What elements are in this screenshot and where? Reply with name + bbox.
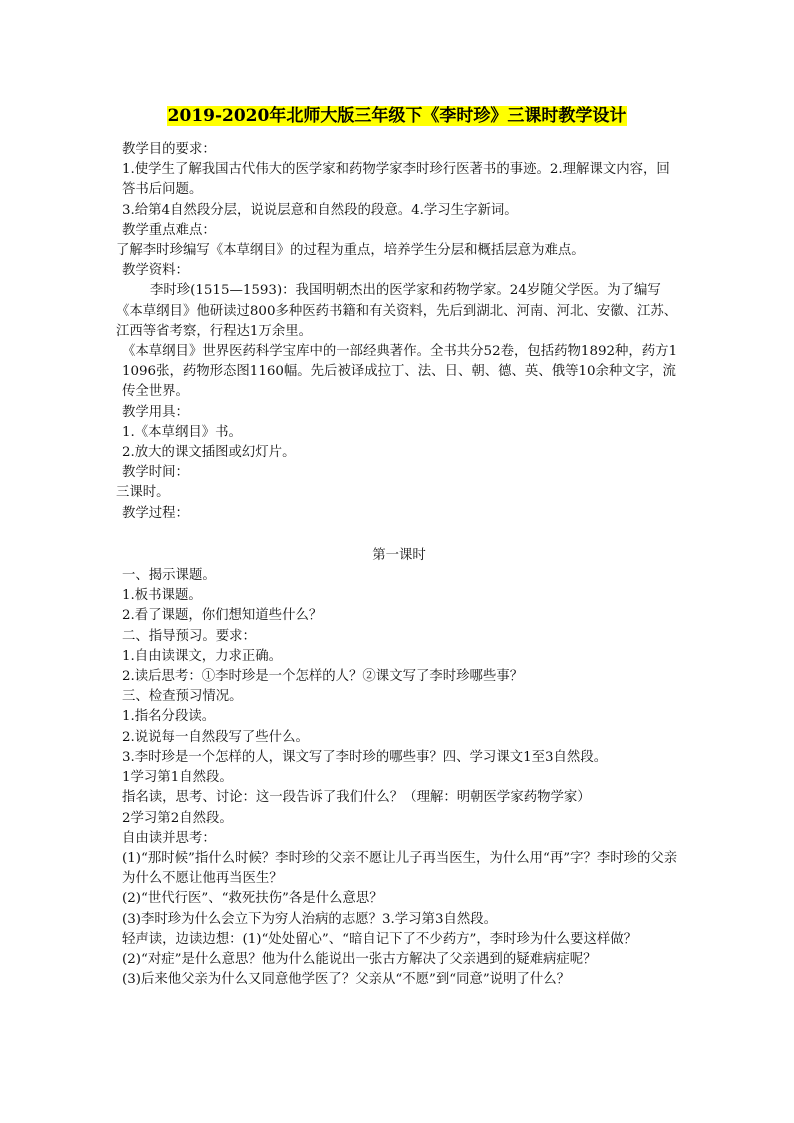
- document-title-text: 2019-2020年北师大版三年级下《李时珍》三课时教学设计: [167, 106, 627, 126]
- paragraph: 李时珍(1515—1593)：我国明朝杰出的医学家和药物学家。24岁随父学医。为了编写《本草纲目》他研读过800多种医药书籍和有关资料，先后到湖北、河南、河北、安徽、江苏、江西等省考察，行程达1万余里。: [116, 283, 678, 339]
- section-heading-objectives: 教学目的要求：: [122, 142, 216, 157]
- paragraph: 指名读，思考、讨论：这一段告诉了我们什么？（理解：明朝医学家药物学家）: [122, 790, 591, 806]
- list-item: 2.看了课题，你们想知道些什么？: [122, 608, 323, 624]
- list-item: 2.读后思考：①李时珍是一个怎样的人？②课文写了李时珍哪些事？: [122, 669, 524, 685]
- section-heading-key-points: 教学重点难点：: [122, 222, 216, 238]
- paragraph: 自由读并思考：: [122, 830, 216, 846]
- paragraph: 3.给第4自然段分层，说说层意和自然段的段意。4.学习生字新词。: [122, 202, 518, 218]
- list-item: 3.李时珍是一个怎样的人，课文写了李时珍的哪些事？四、学习课文1至3自然段。: [122, 749, 608, 765]
- list-item: 1.《本草纲目》书。: [122, 424, 242, 440]
- list-item: 1.自由读课文，力求正确。: [122, 648, 283, 664]
- step-heading: 三、检查预习情况。: [122, 689, 243, 705]
- document-title: [0, 104, 794, 128]
- paragraph: 轻声读，边读边想：(1)“处处留心”、“暗自记下了不少药方”，李时珍为什么要这样做？: [122, 931, 638, 947]
- section-heading-materials: 教学资料：: [122, 263, 189, 279]
- paragraph: 了解李时珍编写《本草纲目》的过程为重点，培养学生分层和概括层意为难点。: [116, 243, 585, 259]
- list-item: 1.指名分段读。: [122, 709, 216, 725]
- question-item: (2)“对症”是什么意思？他为什么能说出一张古方解决了父亲遇到的疑难病症呢？: [122, 951, 597, 967]
- section-heading-tools: 教学用具：: [122, 404, 189, 420]
- list-item: 1.板书课题。: [122, 588, 202, 604]
- question-item: (1)“那时候”指什么时候？李时珍的父亲不愿让儿子再当医生，为什么用“再”字？李时珍的父亲为什么不愿让他再当医生？: [122, 850, 678, 887]
- section-heading-process: 教学过程：: [122, 505, 189, 521]
- paragraph: 《本草纲目》世界医药科学宝库中的一部经典著作。全书共分52卷，包括药物1892种，药方11096张，药物形态图1160幅。先后被译成拉丁、法、日、朝、德、英、俄等10余种文字，流传全世界。: [122, 344, 678, 400]
- document-body: [116, 140, 682, 990]
- list-item: 2.说说每一自然段写了些什么。: [122, 729, 309, 745]
- lesson-heading: 第一课时: [372, 547, 426, 563]
- question-item: (3)李时珍为什么会立下为穷人治病的志愿？3.学习第3自然段。: [122, 911, 498, 927]
- step-heading: 二、指导预习。要求：: [122, 628, 256, 644]
- paragraph: 1.使学生了解我国古代伟大的医学家和药物学家李时珍行医著书的事迹。2.理解课文内容，回答书后问题。: [122, 162, 670, 198]
- question-item: (2)“世代行医”、“救死扶伤”各是什么意思？: [122, 891, 383, 907]
- list-item: 2.放大的课文插图或幻灯片。: [122, 445, 296, 461]
- list-item: 2学习第2自然段。: [122, 810, 233, 826]
- question-item: (3)后来他父亲为什么又同意他学医了？父亲从“不愿”到“同意”说明了什么？: [122, 972, 571, 988]
- list-item: 1学习第1自然段。: [122, 770, 233, 786]
- section-heading-time: 教学时间：: [122, 465, 189, 481]
- paragraph: 三课时。: [116, 485, 170, 501]
- step-heading: 一、揭示课题。: [122, 568, 216, 584]
